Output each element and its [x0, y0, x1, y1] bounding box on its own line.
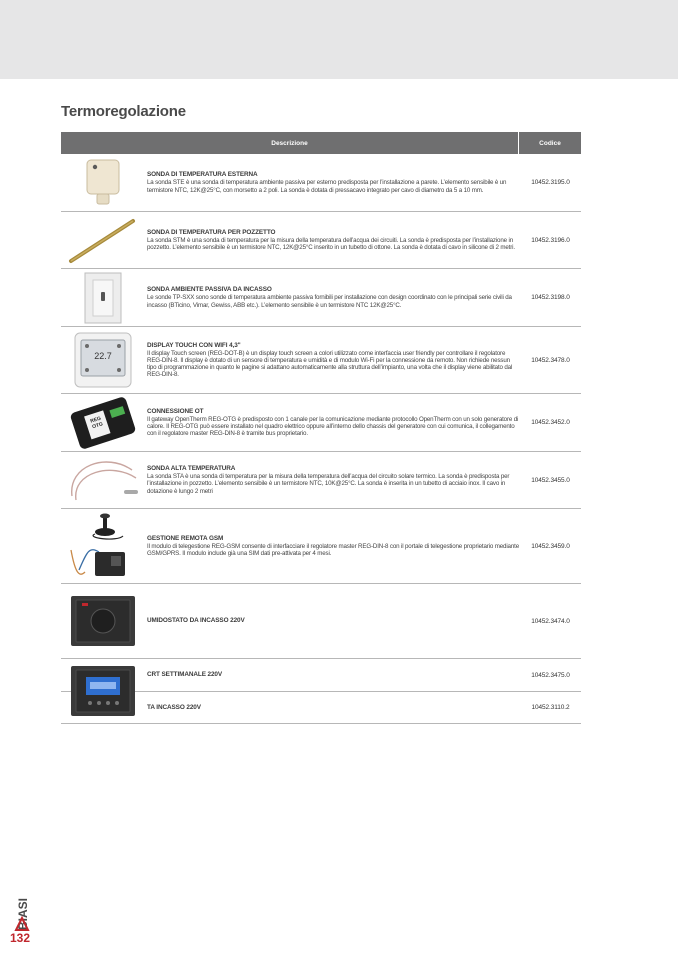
table-row: [61, 394, 581, 452]
display-readout: 22.7: [94, 351, 112, 361]
well-probe-icon: [61, 212, 145, 268]
table-row: [61, 509, 581, 584]
high-temp-probe-icon: [61, 452, 145, 508]
table-header: [61, 132, 581, 154]
gsm-module-icon: [61, 509, 145, 583]
product-description: La sonda STA è una sonda di temperatura per la misura della temperatura dell’acqua del circuito solare termico. La sonda è predisposta per l’installazione in pozzetto. L’elemento sensibile è un termistore NTC, 10K@25°C. La sonda è inserita in un tubetto di acciaio inox. Il cavo in dotazione è lungo 2 metri: [147, 473, 510, 495]
outdoor-sensor-icon: [61, 154, 145, 211]
flush-sensor-icon: [61, 269, 145, 326]
empty-thumb: [61, 692, 145, 723]
product-code: 10452.3198.0: [531, 294, 570, 301]
humidistat-icon: [61, 584, 145, 658]
product-name: CRT SETTIMANALE 220V: [147, 671, 223, 678]
page-number: 132: [10, 931, 31, 945]
product-code: 10452.3196.0: [531, 236, 570, 244]
product-description: La sonda STM è una sonda di temperatura per la misura della temperatura dell’acqua dei circuiti. La sonda è predisposta per l’installazione in pozzetto. L’elemento sensibile è un termistore NTC, 12K@25°C inserito in un tubetto di ottone. La sonda è dotata di cavo in silicone di 2 metri.: [147, 236, 515, 251]
table-row: [61, 154, 581, 212]
product-description: Le sonde TP-SXX sono sonde di temperatura ambiente passiva fornibili per installazione con design coordinato con le principali serie civili da incasso (BTicino, Vimar, Gewiss, ABB etc.). L’elemento sensibile è un termistore NTC 12K@25°C.: [147, 294, 512, 309]
product-description: Il modulo di telegestione REG-GSM consente di interfacciare il regolatore master REG-DIN-8 con il portale di telegestione proprietario mediante GSM/GPRS. Il modulo include già una SIM dati pre-attivata per 4 mesi.: [147, 542, 519, 557]
product-description: La sonda STE è una sonda di temperatura ambiente passiva per esterno predisposta per l’installazione a parete. L’elemento sensibile è un termistore NTC, 12K@25°C, con morsetto a 2 poli. La sonda è dotata di pressacavo integrato per cavo di diametro da 5 a 10 mm.: [147, 179, 507, 194]
touch-display-icon: [61, 327, 145, 393]
header-code: Codice: [539, 139, 561, 147]
product-table: [61, 132, 581, 724]
brand-name: BIASI: [16, 897, 30, 930]
product-code: 10452.3459.0: [531, 542, 570, 550]
table-row: [61, 659, 581, 692]
table-row: [61, 692, 581, 724]
product-description: Il gateway OpenTherm REG-OTG è predisposto con 1 canale per la comunicazione mediante protocollo OpenTherm con un solo generatore di calore. Il REG-OTG può essere installato nel quadro elettrico oppure all’interno dello chassis del generatore con cui comunica, il collegamento con il regolatore master REG-DIN-8 è tramite bus proprietario.: [147, 415, 519, 438]
table-row: [61, 327, 581, 394]
product-code: 10452.3478.0: [531, 356, 570, 364]
brand-logo: [12, 872, 32, 932]
product-name: SONDA ALTA TEMPERATURA: [147, 465, 236, 473]
weekly-thermostat-icon: [61, 659, 145, 691]
table-row: [61, 452, 581, 509]
device-label: REG OTG: [89, 415, 104, 430]
product-name: UMIDOSTATO DA INCASSO 220V: [147, 617, 245, 624]
product-name: SONDA DI TEMPERATURA PER POZZETTO: [147, 228, 276, 236]
product-name: TA INCASSO 220V: [147, 703, 201, 711]
product-code: 10452.3455.0: [531, 476, 570, 484]
product-name: SONDA DI TEMPERATURA ESTERNA: [147, 171, 258, 179]
product-name: SONDA AMBIENTE PASSIVA DA INCASSO: [147, 286, 272, 294]
table-row: [61, 269, 581, 327]
product-code: 10452.3475.0: [531, 671, 570, 679]
product-code: 10452.3474.0: [531, 617, 570, 625]
product-code: 10452.3195.0: [531, 179, 570, 186]
product-code: 10452.3110.2: [531, 704, 570, 711]
product-name: DISPLAY TOUCH CON WIFI 4,3": [147, 341, 241, 349]
table-row: [61, 212, 581, 269]
gateway-icon: [61, 394, 145, 451]
table-row: [61, 584, 581, 659]
product-name: CONNESSIONE OT: [147, 407, 204, 415]
page-title: Termoregolazione: [61, 103, 186, 120]
top-band: [0, 0, 678, 79]
product-name: GESTIONE REMOTA GSM: [147, 534, 224, 542]
product-description: Il display Touch screen (REG-DOT-B) è un display touch screen a colori utilizzato come interfaccia user friendly per controllare il regolatore REG-DIN-8. Il display è dotato di un sensore di temperatura e umidità e di modulo Wi-Fi per la connessione da remoto. Non richiede nessun tipo di programmazione in quanto le pagine si adattano automaticamente alla struttura dell’impianto, una volta che il display viene abilitato dal REG-DIN-8.: [147, 349, 513, 379]
header-description: Descrizione: [61, 132, 519, 154]
product-code: 10452.3452.0: [531, 419, 570, 426]
